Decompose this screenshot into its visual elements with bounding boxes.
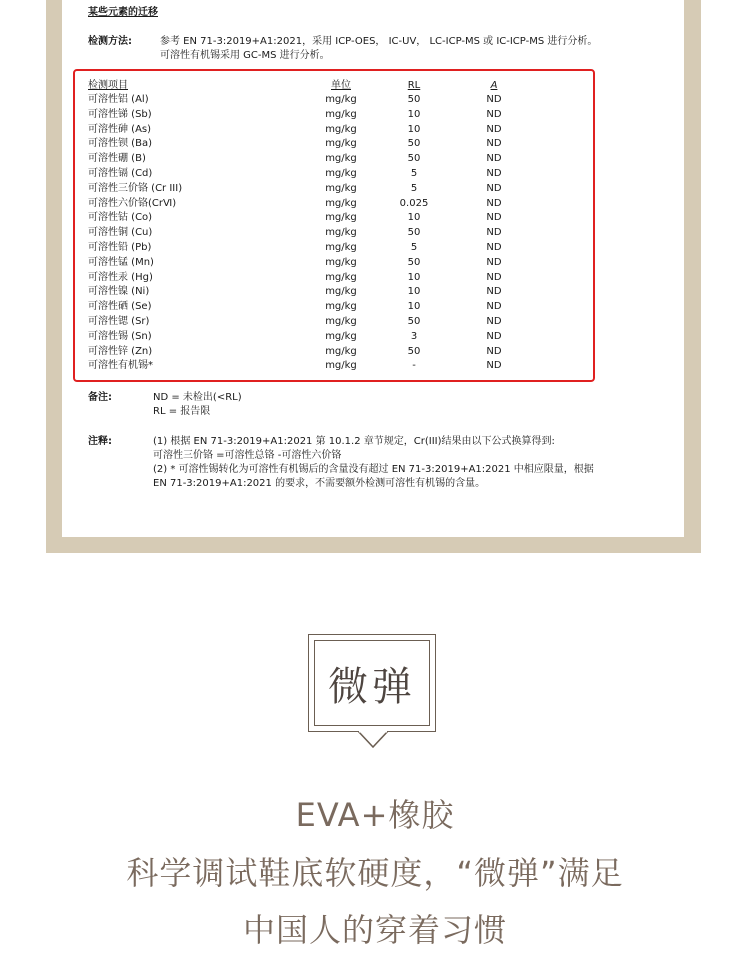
tagline-material: EVA+橡胶	[295, 796, 455, 834]
cell-rl: 50	[407, 316, 421, 327]
cell-result: ND	[486, 301, 502, 313]
cell-unit: mg/kg	[325, 227, 357, 239]
cell-rl: 5	[410, 242, 418, 253]
cell-rl: 50	[407, 153, 421, 165]
cell-rl: 10	[407, 108, 421, 120]
cell-rl: 10	[407, 123, 421, 135]
cell-result: ND	[486, 316, 502, 327]
method-label: 检测方法:	[88, 36, 132, 47]
note-2: (2) * 可溶性锡转化为可溶性有机锡后的含量没有超过 EN 71-3:2019+A1:2021 中相应限量，根据	[153, 464, 594, 475]
cell-result: ND	[486, 94, 502, 105]
note-1-formula: 可溶性三价铬 =可溶性总铬 -可溶性六价铬	[153, 450, 342, 461]
cell-rl: 3	[410, 330, 418, 342]
cell-item: 可溶性硒 (Se)	[88, 301, 152, 313]
cell-item: 可溶性汞 (Hg)	[88, 271, 153, 283]
cell-item: 可溶性镉 (Cd)	[88, 168, 153, 179]
cell-unit: mg/kg	[325, 212, 357, 224]
cell-unit: mg/kg	[325, 242, 357, 253]
cell-result: ND	[486, 345, 502, 357]
cell-unit: mg/kg	[325, 286, 357, 298]
cell-result: ND	[486, 286, 502, 298]
cell-item: 可溶性硼 (B)	[88, 153, 146, 165]
cell-rl: 10	[407, 286, 421, 298]
cell-rl: 50	[407, 227, 421, 239]
cell-item: 可溶性有机锡*	[88, 360, 153, 372]
cell-rl: 50	[407, 94, 421, 105]
cell-result: ND	[486, 168, 502, 179]
cell-result: ND	[486, 108, 502, 120]
cell-rl: -	[412, 360, 416, 372]
cell-result: ND	[486, 153, 502, 165]
cell-item: 可溶性砷 (As)	[88, 123, 152, 135]
cell-unit: mg/kg	[325, 153, 357, 165]
cell-rl: 10	[407, 301, 421, 313]
cell-unit: mg/kg	[325, 138, 357, 150]
cell-item: 可溶性铅 (Pb)	[88, 242, 152, 253]
badge-text: 微弹	[314, 640, 430, 726]
cell-item: 可溶性六价铬(CrⅥ)	[88, 197, 177, 209]
cell-item: 可溶性铜 (Cu)	[88, 227, 153, 239]
cell-unit: mg/kg	[325, 345, 357, 357]
header-item: 检测项目	[88, 80, 128, 91]
tagline-description: 科学调试鞋底软硬度，“微弹”满足	[126, 854, 624, 892]
cell-unit: mg/kg	[325, 360, 357, 372]
cell-item: 可溶性锌 (Zn)	[88, 345, 153, 357]
cell-unit: mg/kg	[325, 108, 357, 120]
notes-label: 注释:	[88, 436, 112, 447]
cell-rl: 0.025	[399, 197, 429, 209]
cell-unit: mg/kg	[325, 330, 357, 342]
remark-nd: ND = 未检出(<RL)	[153, 392, 242, 403]
header-rl: RL	[407, 80, 421, 91]
cell-item: 可溶性锶 (Sr)	[88, 316, 150, 327]
feature-badge	[308, 634, 436, 732]
cell-item: 可溶性钡 (Ba)	[88, 138, 152, 150]
cell-rl: 50	[407, 138, 421, 150]
cell-item: 可溶性镍 (Ni)	[88, 286, 150, 298]
cell-item: 可溶性锑 (Sb)	[88, 108, 152, 120]
cell-rl: 10	[407, 271, 421, 283]
cell-result: ND	[486, 182, 502, 194]
cell-unit: mg/kg	[325, 256, 357, 268]
header-a: A	[490, 80, 498, 91]
cell-unit: mg/kg	[325, 271, 357, 283]
cell-result: ND	[486, 330, 502, 342]
cell-rl: 5	[410, 168, 418, 179]
note-2-continued: EN 71-3:2019+A1:2021 的要求，不需要额外检测可溶性有机锡的含量。	[153, 478, 486, 489]
tagline-conclusion: 中国人的穿着习惯	[242, 911, 507, 949]
cell-result: ND	[486, 197, 502, 209]
cell-unit: mg/kg	[325, 94, 357, 105]
cell-item: 可溶性三价铬 (Cr III)	[88, 182, 183, 194]
cell-result: ND	[486, 227, 502, 239]
section-title: 某些元素的迁移	[88, 7, 158, 18]
badge-pointer-icon	[358, 731, 388, 749]
cell-rl: 5	[410, 182, 418, 194]
remark-rl: RL = 报告限	[153, 406, 211, 417]
cell-result: ND	[486, 256, 502, 268]
cell-unit: mg/kg	[325, 301, 357, 313]
cell-result: ND	[486, 360, 502, 372]
cell-result: ND	[486, 271, 502, 283]
header-unit: 单位	[331, 80, 351, 91]
note-1: (1) 根据 EN 71-3:2019+A1:2021 第 10.1.2 章节规定，Cr(III)结果由以下公式换算得到:	[153, 436, 555, 447]
cell-result: ND	[486, 242, 502, 253]
cell-item: 可溶性钴 (Co)	[88, 212, 153, 224]
cell-result: ND	[486, 123, 502, 135]
cell-unit: mg/kg	[325, 197, 357, 209]
cell-rl: 50	[407, 345, 421, 357]
cell-unit: mg/kg	[325, 168, 357, 179]
cell-unit: mg/kg	[325, 123, 357, 135]
method-line-2: 可溶性有机锡采用 GC-MS 进行分析。	[160, 50, 330, 61]
method-line-1: 参考 EN 71-3:2019+A1:2021，采用 ICP-OES， IC-UV， LC-ICP-MS 或 IC-ICP-MS 进行分析。	[160, 36, 598, 47]
cell-unit: mg/kg	[325, 316, 357, 327]
cell-result: ND	[486, 212, 502, 224]
cell-item: 可溶性锡 (Sn)	[88, 330, 152, 342]
cell-item: 可溶性锰 (Mn)	[88, 256, 154, 268]
cell-rl: 50	[407, 256, 421, 268]
cell-result: ND	[486, 138, 502, 150]
cell-item: 可溶性铝 (Al)	[88, 94, 149, 105]
cell-rl: 10	[407, 212, 421, 224]
remarks-label: 备注:	[88, 392, 112, 403]
cell-unit: mg/kg	[325, 182, 357, 194]
